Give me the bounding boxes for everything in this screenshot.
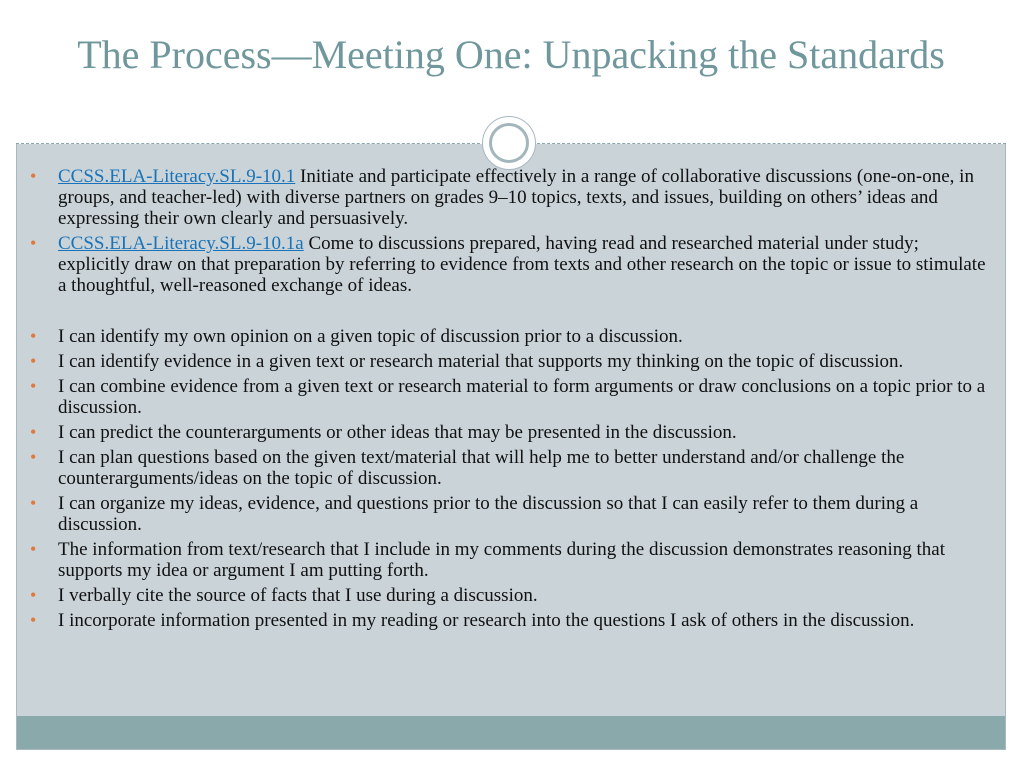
target-item bbox=[30, 493, 995, 535]
target-item bbox=[30, 447, 995, 489]
target-item bbox=[30, 539, 995, 581]
bullet-icon: • bbox=[30, 447, 37, 467]
target-text: The information from text/research that I include in my comments during the discussion demonstrates reasoning that supports my idea or argument I am putting forth. bbox=[58, 539, 945, 581]
target-item bbox=[30, 376, 995, 418]
target-item bbox=[30, 326, 995, 347]
bullet-icon: • bbox=[30, 166, 37, 186]
target-text: I can plan questions based on the given text/material that will help me to better understand and/or challenge the counterarguments/ideas on the topic of discussion. bbox=[58, 447, 905, 489]
target-text: I can organize my ideas, evidence, and questions prior to the discussion so that I can easily refer to them during a discussion. bbox=[58, 493, 919, 535]
standard-item bbox=[30, 166, 995, 229]
bullet-icon: • bbox=[30, 376, 37, 396]
target-text: I incorporate information presented in my reading or research into the questions I ask of others in the discussion. bbox=[58, 610, 915, 631]
bullet-list bbox=[30, 166, 995, 635]
standard-link[interactable]: CCSS.ELA-Literacy.SL.9-10.1a bbox=[58, 233, 304, 254]
ornament-ring-icon bbox=[489, 123, 529, 163]
target-text: I verbally cite the source of facts that I use during a discussion. bbox=[58, 585, 538, 606]
target-item bbox=[30, 585, 995, 606]
target-item bbox=[30, 351, 995, 372]
footer-band bbox=[17, 716, 1005, 749]
bullet-icon: • bbox=[30, 326, 37, 346]
target-item bbox=[30, 610, 995, 631]
bullet-icon: • bbox=[30, 493, 37, 513]
slide-title: The Process—Meeting One: Unpacking the Standards bbox=[77, 32, 945, 77]
standard-item bbox=[30, 233, 995, 296]
standard-link[interactable]: CCSS.ELA-Literacy.SL.9-10.1 bbox=[58, 166, 296, 187]
bullet-icon: • bbox=[30, 351, 37, 371]
target-text: I can identify my own opinion on a given topic of discussion prior to a discussion. bbox=[58, 326, 683, 347]
target-text: I can predict the counterarguments or other ideas that may be presented in the discussion. bbox=[58, 422, 737, 443]
target-text: I can identify evidence in a given text or research material that supports my thinking on the topic of discussion. bbox=[58, 351, 904, 372]
bullet-icon: • bbox=[30, 233, 37, 253]
target-text: I can combine evidence from a given text or research material to form arguments or draw conclusions on a topic prior to a discussion. bbox=[58, 376, 986, 418]
standard-text: Initiate and participate effectively in a range of collaborative discussions (one-on-one, in groups, and teacher-led) with diverse partners on grades 9–10 topics, texts, and issues, building on others’ ideas and expressing their own clearly and persuasively. bbox=[58, 166, 974, 229]
divider-ornament-icon bbox=[482, 116, 536, 170]
target-item bbox=[30, 422, 995, 443]
bullet-icon: • bbox=[30, 539, 37, 559]
bullet-icon: • bbox=[30, 610, 37, 630]
standard-text: Come to discussions prepared, having read and researched material under study; explicitly draw on that preparation by referring to evidence from texts and other research on the topic or issue to stimulate a thoughtful, well-reasoned exchange of ideas. bbox=[58, 233, 986, 296]
bullet-icon: • bbox=[30, 422, 37, 442]
bullet-icon: • bbox=[30, 585, 37, 605]
